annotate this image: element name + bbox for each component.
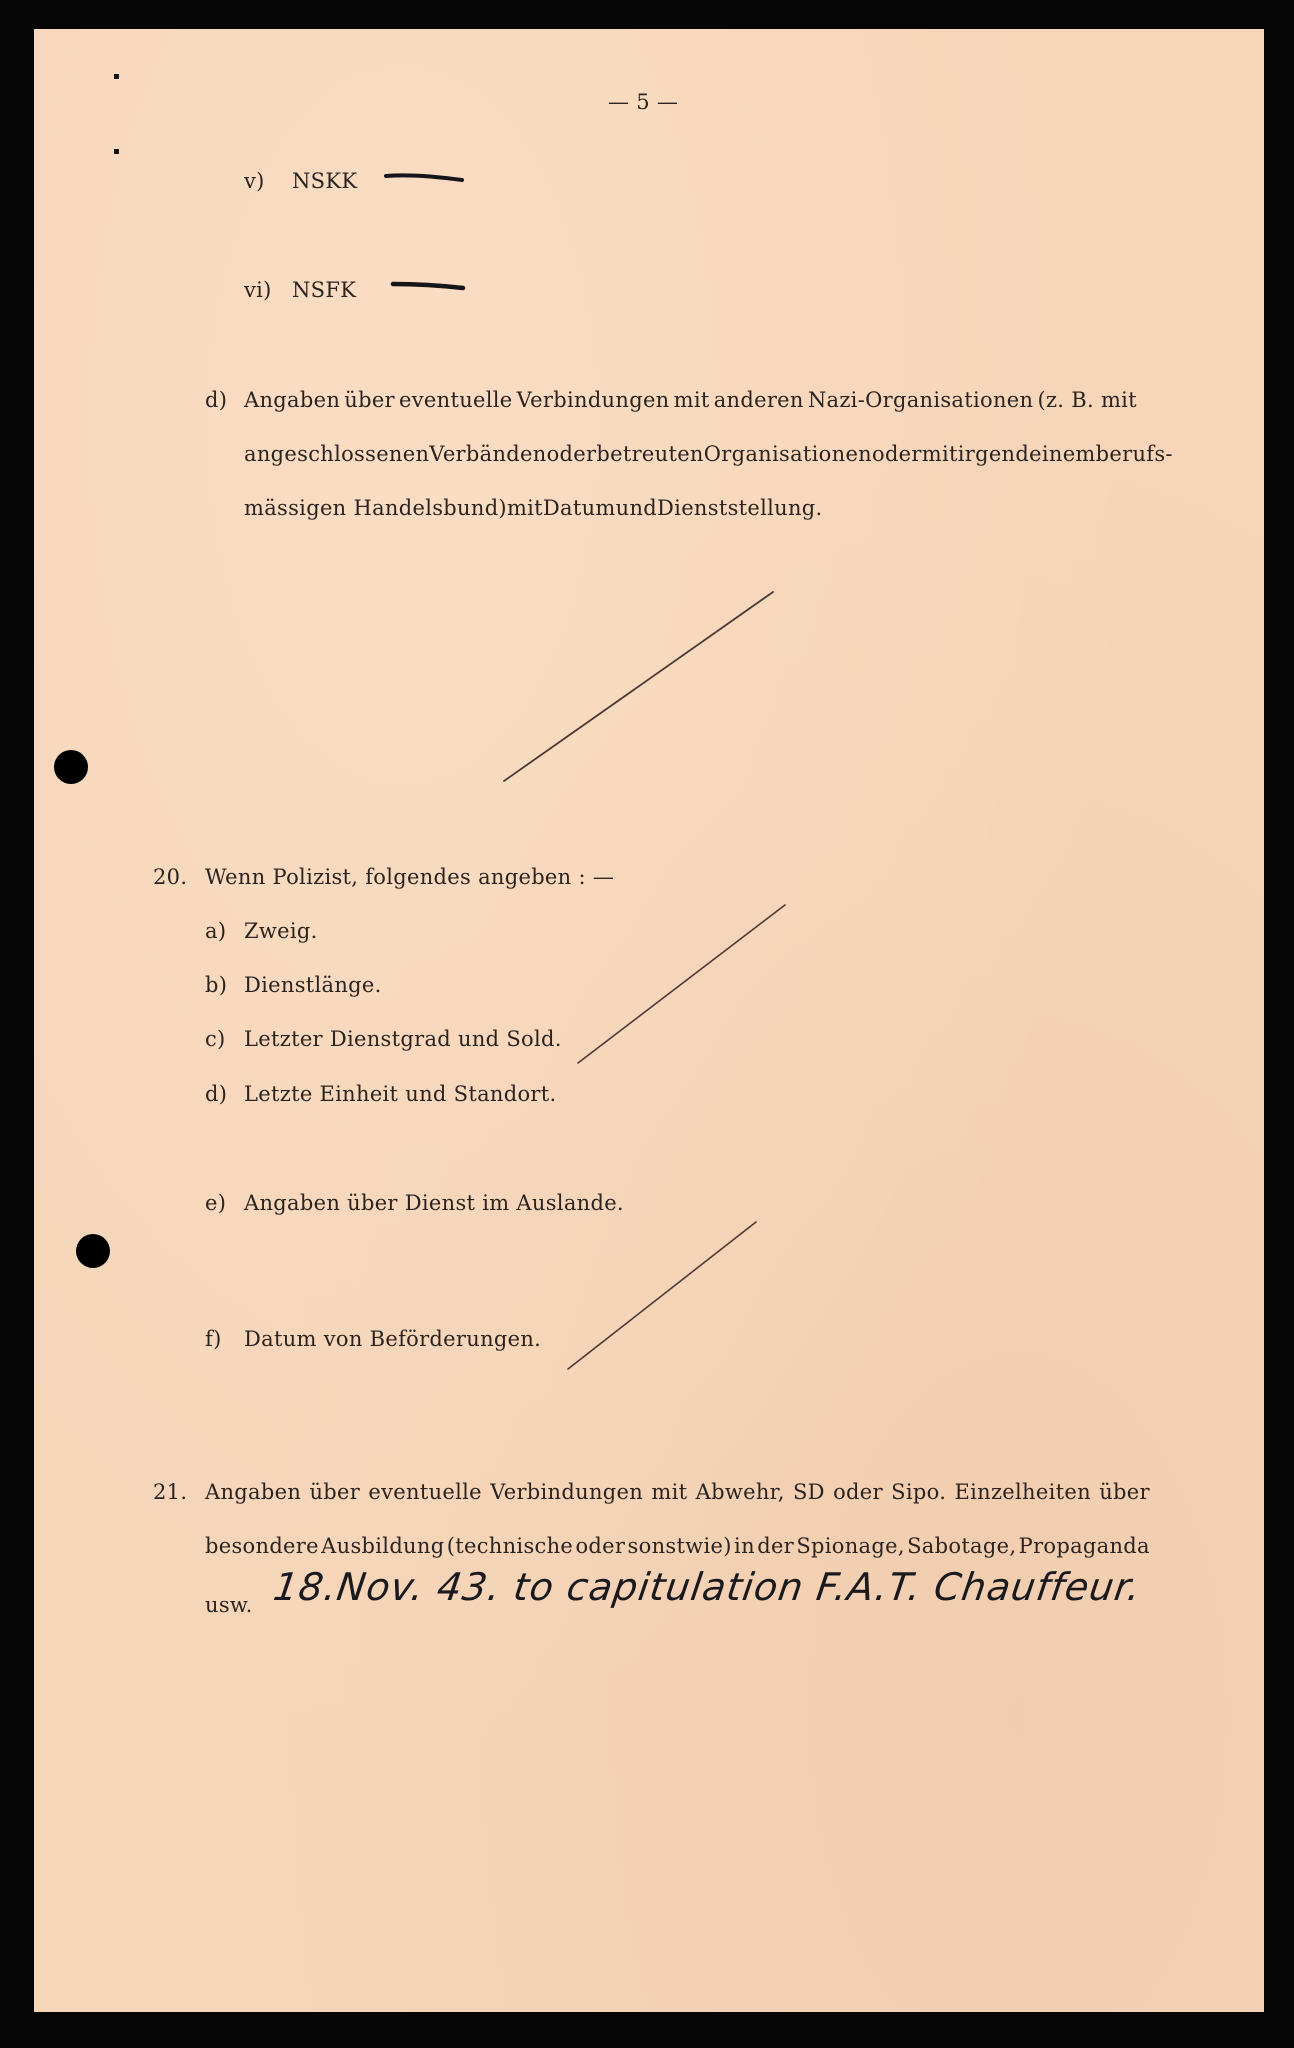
word: mit <box>506 496 543 520</box>
word: Angaben <box>205 1480 302 1504</box>
question-20-number: 20. <box>153 865 188 889</box>
item-d-line-3 <box>244 495 823 521</box>
word: berufs- <box>1095 442 1173 466</box>
word: besondere <box>205 1534 319 1558</box>
word: irgendeinem <box>957 442 1096 466</box>
document-page <box>34 29 1264 2012</box>
punch-hole-top <box>54 750 88 784</box>
item-v-marker: v) <box>244 169 265 193</box>
item-vi-label: NSFK <box>292 278 357 302</box>
word: Sipo. <box>891 1480 947 1504</box>
q20-a-text: Zweig. <box>244 919 318 943</box>
question-20-text: Wenn Polizist, folgendes angeben : — <box>205 865 615 889</box>
word: Spionage, <box>796 1534 905 1558</box>
word: eventuelle <box>368 1480 482 1504</box>
item-d-line-1 <box>244 387 1137 413</box>
item-v-label: NSKK <box>292 169 358 193</box>
question-21-line-2 <box>205 1533 1150 1559</box>
word: Dienststellung. <box>657 496 823 520</box>
word: über <box>344 388 395 412</box>
word: anderen <box>713 388 804 412</box>
q20-b-marker: b) <box>205 973 228 997</box>
word: betreuten <box>596 442 704 466</box>
word: Verbindungen <box>516 388 670 412</box>
question-21-line-1 <box>205 1479 1150 1505</box>
word: und <box>615 496 658 520</box>
item-d-line-2 <box>244 441 1173 467</box>
item-d-marker: d) <box>205 388 228 412</box>
q20-c-marker: c) <box>205 1027 226 1051</box>
word: mit <box>673 388 710 412</box>
word: in <box>734 1534 755 1558</box>
question-21-number: 21. <box>153 1480 188 1504</box>
word: oder <box>575 1534 626 1558</box>
q20-d-text: Letzte Einheit und Standort. <box>244 1082 557 1106</box>
q20-f-text: Datum von Beförderungen. <box>244 1327 542 1351</box>
punch-hole-bottom <box>76 1234 110 1268</box>
item-vi-marker: vi) <box>244 278 272 302</box>
handwritten-answer: 18.Nov. 43. to capitulation F.A.T. Chauffeur. <box>270 1565 1144 1609</box>
paper-speck <box>114 149 119 154</box>
word: oder <box>872 442 922 466</box>
word: Organisationen <box>703 442 872 466</box>
word: mit <box>921 442 958 466</box>
q20-d-marker: d) <box>205 1082 228 1106</box>
word: Angaben <box>244 388 341 412</box>
word: SD <box>792 1480 825 1504</box>
q20-e-marker: e) <box>205 1191 227 1215</box>
word: Einzelheiten <box>954 1480 1091 1504</box>
word: Sabotage, <box>907 1534 1017 1558</box>
word: der <box>757 1534 795 1558</box>
q20-a-marker: a) <box>205 919 227 943</box>
q20-f-marker: f) <box>205 1327 222 1351</box>
word: Propaganda <box>1018 1534 1150 1558</box>
q20-b-text: Dienstlänge. <box>244 973 382 997</box>
word: angeschlossenen <box>244 442 430 466</box>
word: Nazi-Organisationen <box>807 388 1034 412</box>
paper-speck <box>114 74 119 79</box>
word: Verbänden <box>429 442 547 466</box>
word: Verbindungen <box>490 1480 644 1504</box>
word: oder <box>833 1480 883 1504</box>
word: Ausbildung <box>321 1534 445 1558</box>
word: oder <box>546 442 597 466</box>
usw-label: usw. <box>205 1593 253 1617</box>
q20-e-text: Angaben über Dienst im Auslande. <box>244 1191 624 1215</box>
word: (z. B. mit <box>1037 388 1137 412</box>
q20-c-text: Letzter Dienstgrad und Sold. <box>244 1027 562 1051</box>
word: Abwehr, <box>695 1480 785 1504</box>
word: (technische <box>446 1534 574 1558</box>
page-number: — 5 — <box>608 90 679 114</box>
word: über <box>1099 1480 1150 1504</box>
word: sonstwie) <box>627 1534 732 1558</box>
word: mässigen Handelsbund) <box>244 496 507 520</box>
word: Datum <box>542 496 616 520</box>
word: mit <box>651 1480 688 1504</box>
word: eventuelle <box>399 388 513 412</box>
word: über <box>309 1480 361 1504</box>
